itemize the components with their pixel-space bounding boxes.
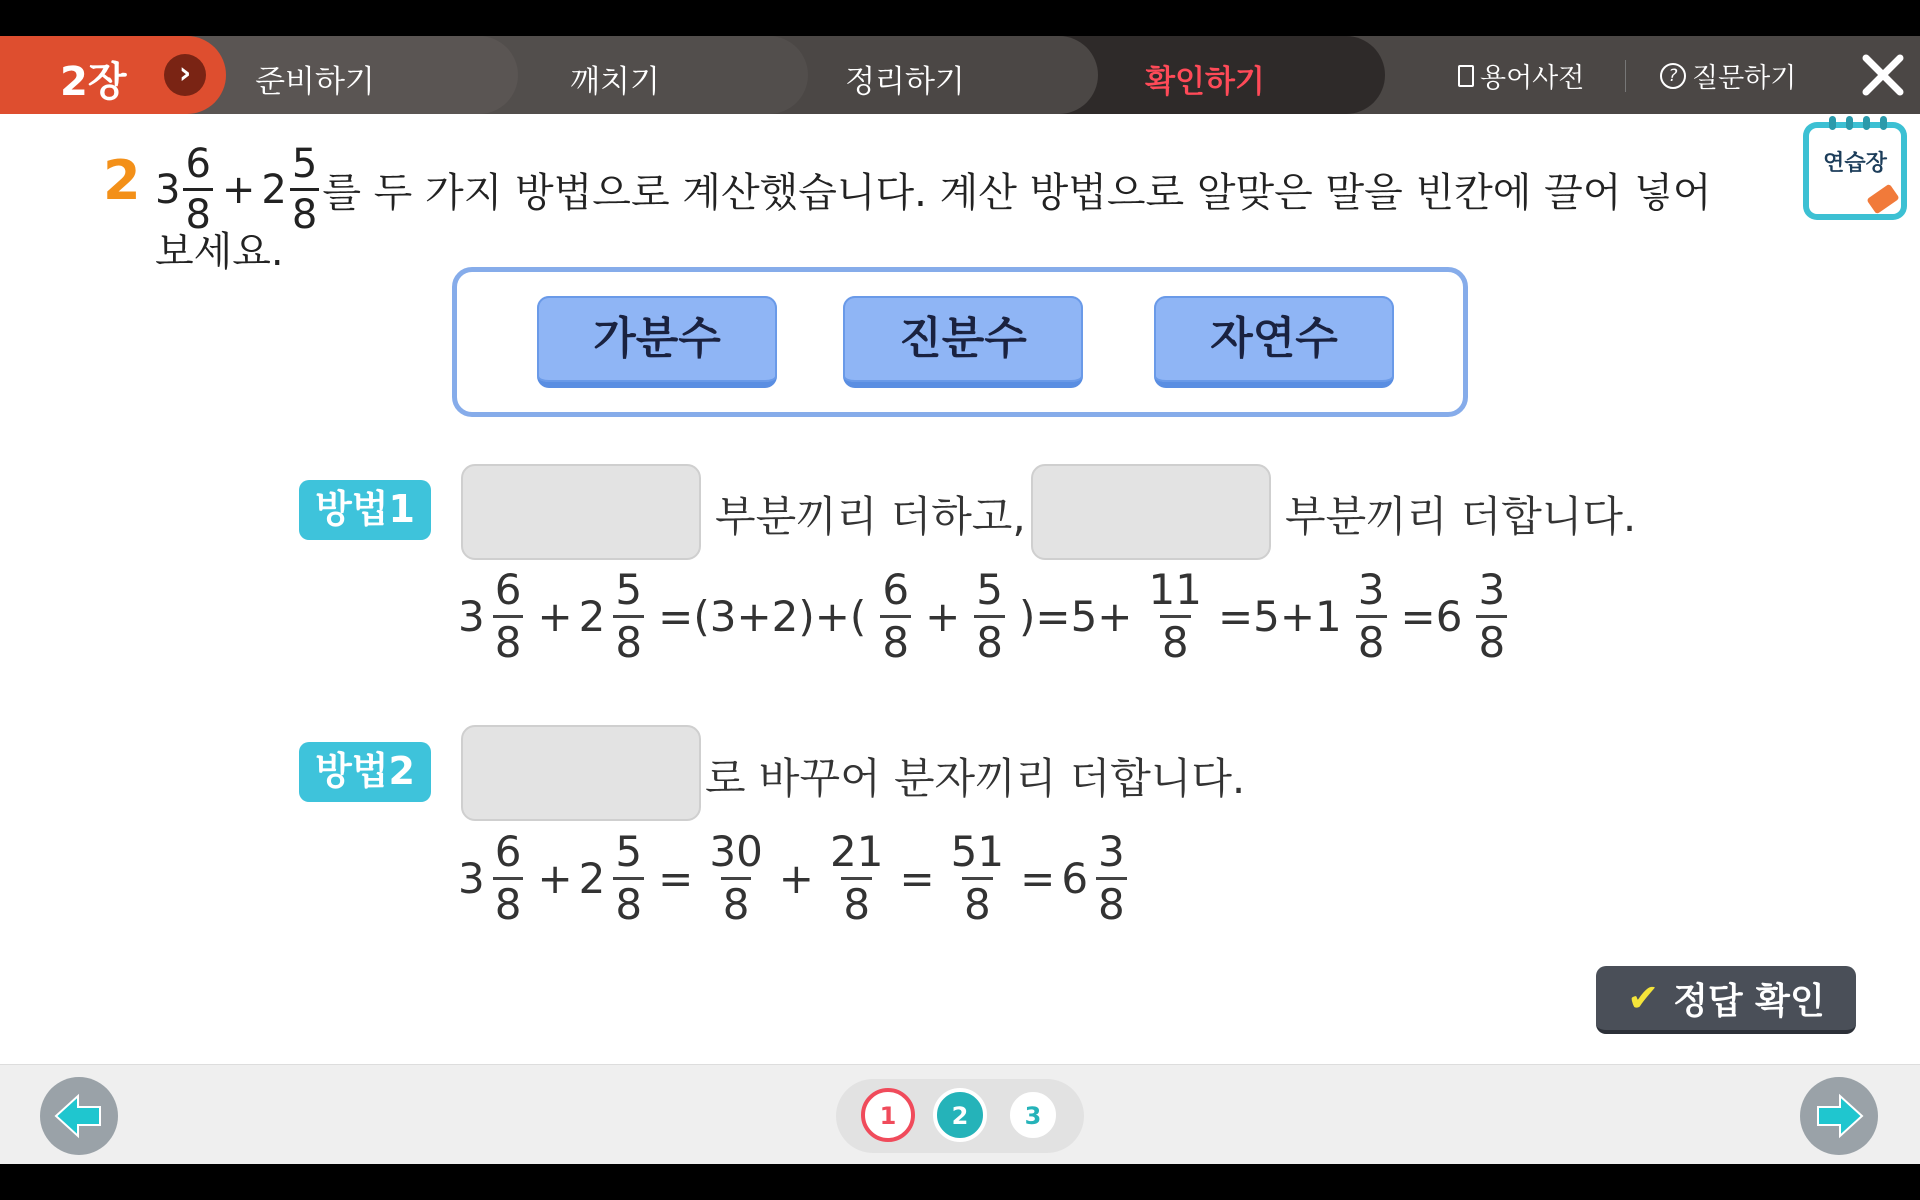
question-icon: ? [1660,63,1686,89]
choice-label: 가분수 [593,313,721,364]
page-dot-3[interactable]: 3 [1006,1088,1060,1142]
equation-part: =5+1 [1217,592,1342,641]
whole-part: 3 [458,854,485,903]
pagination [836,1079,1084,1153]
method1-text-a: 부분끼리 더하고, [715,492,1026,541]
method2-equation [458,827,1135,929]
method1-text-b: 부분끼리 더합니다. [1285,492,1637,541]
divider [1625,60,1626,92]
close-icon[interactable] [1860,52,1906,98]
plus-sign: + [221,166,256,213]
denominator: 8 [493,615,524,664]
fraction [1356,565,1387,667]
tab-label: 정리하기 [845,64,965,100]
plus-sign: + [537,854,573,903]
arrow-right-icon [1814,1093,1864,1139]
check-answer-label: 정답 확인 [1673,980,1825,1022]
numerator: 51 [950,827,1005,876]
numerator: 6 [494,827,522,876]
denominator: 8 [880,615,911,664]
numerator: 6 [882,565,910,614]
tab-label: 준비하기 [255,64,375,100]
equation-part: )=5+ [1019,592,1133,641]
drop-zone-1[interactable] [461,464,701,560]
fraction [949,827,1006,929]
plus-sign: + [778,854,814,903]
next-page-button[interactable] [1800,1077,1878,1155]
book-icon [1458,65,1474,87]
plus-sign: + [537,592,573,641]
status-bar-bottom [0,1164,1920,1200]
practice-pad-button[interactable] [1803,122,1907,220]
fraction [613,827,644,929]
fraction [707,827,764,929]
fraction [613,565,644,667]
chapter-indicator[interactable] [0,36,226,114]
whole-part: 2 [578,592,606,641]
denominator: 8 [974,615,1005,664]
question-instruction: 를 두 가지 방법으로 계산했습니다. 계산 방법으로 알맞은 말을 빈칸에 끌어 넣어 [322,170,1712,216]
fraction [1476,565,1507,667]
equation-part: =6 [1400,592,1463,641]
fraction [493,827,524,929]
numerator: 30 [709,827,763,876]
chapter-label: 2장 [60,59,127,105]
numerator: 5 [976,565,1003,614]
denominator: 8 [1356,615,1387,664]
denominator: 8 [721,877,752,926]
denominator: 8 [183,188,212,235]
whole-part: 2 [578,854,606,903]
equals-sign: = [658,854,694,903]
denominator: 8 [841,877,872,926]
page-dot-1[interactable]: 1 [861,1088,915,1142]
main-content [0,114,1920,1064]
method1-badge: 방법1 [299,480,431,540]
fraction [828,827,885,929]
question-number: 2 [103,149,141,212]
drop-zone-2[interactable] [1031,464,1271,560]
page-dot-2[interactable]: 2 [933,1088,987,1142]
equals-sign: = [899,854,935,903]
whole-part: 3 [458,592,485,641]
numerator: 5 [615,565,643,614]
practice-pad-label: 연습장 [1823,151,1887,176]
whole-part: 6 [1061,854,1089,903]
check-answer-button[interactable] [1596,966,1856,1034]
fraction [493,565,524,667]
denominator: 8 [290,188,319,235]
whole-part: 2 [261,166,287,213]
method2-text: 로 바꾸어 분자끼리 더합니다. [705,754,1246,803]
dictionary-button[interactable] [1458,56,1584,95]
prev-page-button[interactable] [40,1077,118,1155]
choice-chip-natural-number[interactable] [1154,296,1394,388]
choice-box [452,267,1468,417]
denominator: 8 [613,877,644,926]
question-label: 질문하기 [1692,63,1797,94]
denominator: 8 [613,615,644,664]
dictionary-label: 용어사전 [1480,63,1585,94]
numerator: 5 [291,141,318,187]
notepad-icon [1809,128,1901,214]
top-navigation [0,36,1920,114]
question-text [155,141,1712,238]
drop-zone-3[interactable] [461,725,701,821]
numerator: 5 [615,827,643,876]
status-bar-top [0,0,1920,36]
choice-chip-improper-fraction[interactable] [537,296,777,388]
fraction [1096,827,1127,929]
chevron-right-icon[interactable]: › [164,54,206,96]
method2-badge: 방법2 [299,742,431,802]
numerator: 6 [494,565,522,614]
denominator: 8 [1476,615,1507,664]
method1-equation [458,565,1515,667]
choice-label: 자연수 [1210,313,1338,364]
whole-part: 3 [155,166,181,213]
pencil-icon [1866,184,1899,215]
numerator: 3 [1098,827,1125,876]
numerator: 6 [185,141,211,187]
numerator: 3 [1357,565,1385,614]
equation-part: =(3+2)+( [658,592,867,641]
notepad-rings [1829,116,1887,130]
numerator: 21 [830,827,884,876]
numerator: 11 [1148,565,1202,614]
plus-sign: + [925,592,961,641]
choice-label: 진분수 [899,313,1027,364]
fraction [1147,565,1204,667]
denominator: 8 [962,877,993,926]
numerator: 3 [1478,565,1506,614]
denominator: 8 [1096,877,1127,926]
choice-chip-proper-fraction[interactable] [843,296,1083,388]
fraction [880,565,911,667]
fraction [290,141,319,238]
denominator: 8 [1160,615,1191,664]
tab-label-active: 확인하기 [1145,64,1265,100]
checkmark-icon: ✔ [1627,976,1660,1020]
tab-label: 깨치기 [570,64,660,100]
question-text-line2: 보세요. [155,229,284,275]
footer-navigation [0,1064,1920,1164]
arrow-left-icon [54,1093,104,1139]
equals-sign: = [1020,854,1056,903]
fraction [974,565,1005,667]
denominator: 8 [493,877,524,926]
question-button[interactable] [1660,56,1796,95]
